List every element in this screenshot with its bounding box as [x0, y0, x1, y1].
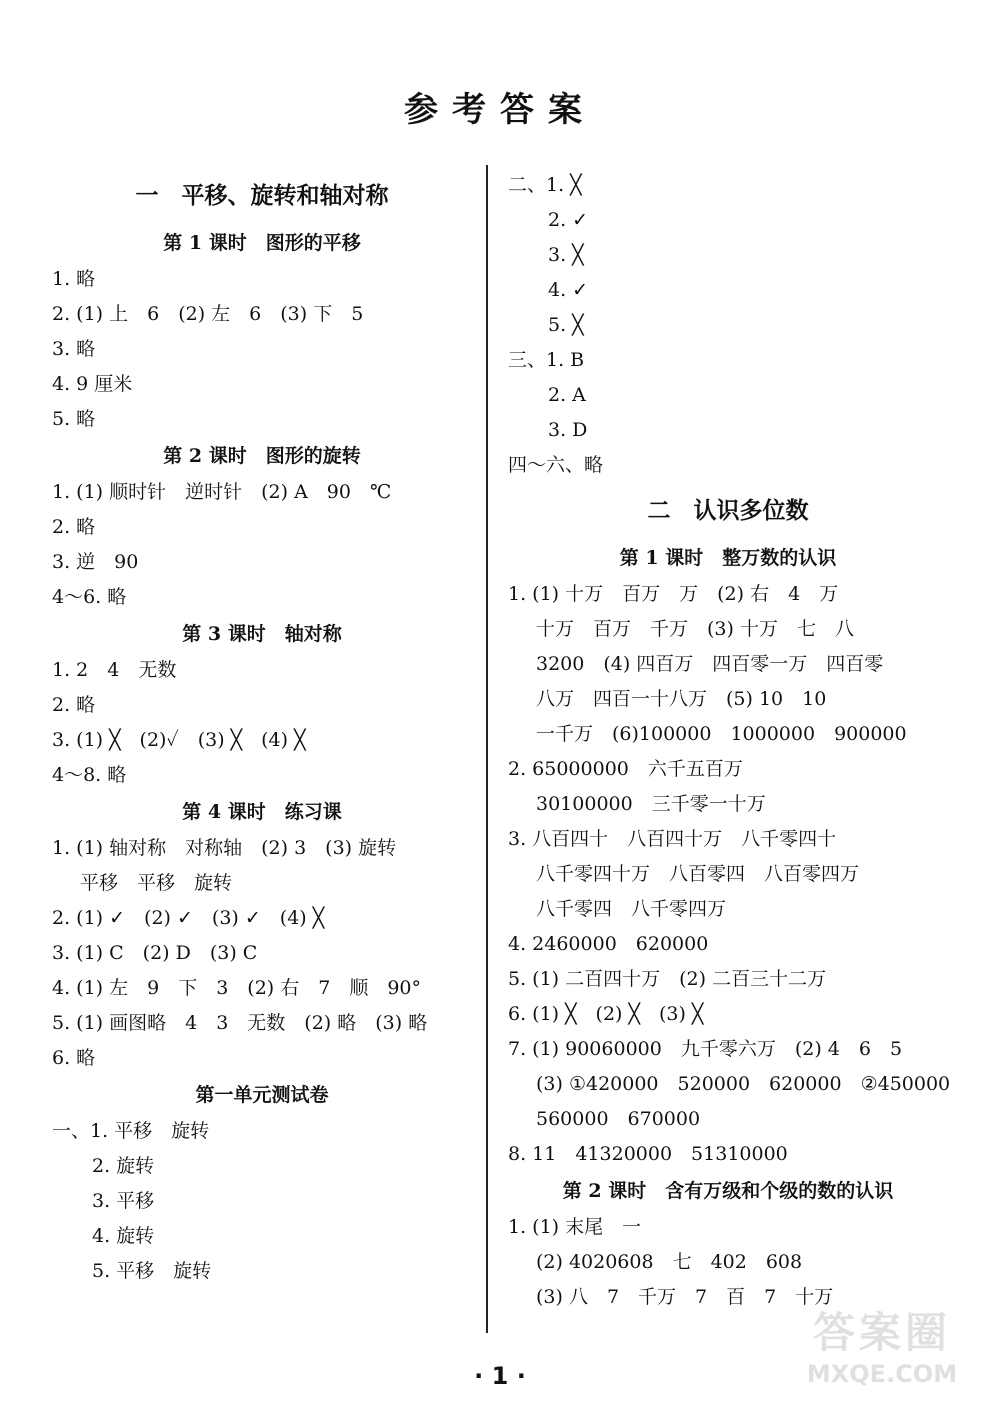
test-heading: 第一单元测试卷 [195, 1084, 329, 1106]
answer-line: 3. 八百四十 八百四十万 八千零四十 [508, 828, 837, 850]
unit-heading-1: 一 平移、旋转和轴对称 [135, 182, 389, 209]
answer-line: 6. 略 [52, 1047, 96, 1069]
answer-line: 十万 百万 千万 (3) 十万 七 八 [536, 618, 854, 640]
answer-line: 1. (1) 顺时针 逆时针 (2) A 90 ℃ [52, 481, 392, 503]
answer-line: 5. 平移 旋转 [92, 1260, 212, 1282]
answer-line: 2. 旋转 [92, 1155, 155, 1177]
answer-line: 4. 9 厘米 [52, 373, 133, 395]
answer-line: 4. ✓ [548, 279, 589, 301]
answer-line: 5. 略 [52, 408, 96, 430]
answer-line: 1. (1) 末尾 一 [508, 1216, 642, 1238]
answer-line: 八千零四 八千零四万 [536, 898, 727, 920]
answer-line: 二、1. ╳ [508, 174, 582, 196]
answer-line: 2. 65000000 六千五百万 [508, 758, 743, 780]
right-column [508, 168, 951, 1315]
answer-line: 560000 670000 [536, 1108, 701, 1130]
lesson-heading-3: 第 3 课时 轴对称 [182, 623, 342, 645]
answer-line: 3200 (4) 四百万 四百零一万 四百零 [536, 653, 884, 675]
answer-line: 30100000 三千零一十万 [536, 793, 766, 815]
unit-heading-2: 二 认识多位数 [647, 497, 809, 524]
answer-line: 2. A [548, 384, 586, 406]
answer-line: 2. 略 [52, 516, 96, 538]
lesson-heading-r1: 第 1 课时 整万数的认识 [619, 547, 837, 569]
answer-line: 一、1. 平移 旋转 [52, 1120, 210, 1142]
answer-line: 3. 略 [52, 338, 96, 360]
answer-line: 2. (1) 上 6 (2) 左 6 (3) 下 5 [52, 303, 364, 325]
watermark-logo [782, 1307, 982, 1399]
page-title: 参考答案 [404, 90, 596, 130]
answer-line: (3) 八 7 千万 7 百 7 十万 [536, 1286, 834, 1308]
answer-line: 三、1. B [508, 349, 585, 371]
answer-line: 四～六、略 [508, 454, 604, 476]
answer-line: 7. (1) 90060000 九千零六万 (2) 4 6 5 [508, 1038, 903, 1060]
answer-line: 3. 逆 90 [52, 551, 139, 573]
left-column [52, 168, 472, 1289]
answer-line: 4. 2460000 620000 [508, 933, 709, 955]
answer-line: 3. (1) ╳ (2)✓ (3) ╳ (4) ╳ [52, 729, 306, 751]
answer-line: 4. 旋转 [92, 1225, 155, 1247]
lesson-heading-1: 第 1 课时 图形的平移 [163, 232, 361, 254]
watermark-top: 答案圈 [812, 1308, 951, 1357]
answer-line: 5. (1) 二百四十万 (2) 二百三十二万 [508, 968, 827, 990]
answer-line: (2) 4020608 七 402 608 [536, 1251, 803, 1273]
answer-line: 1. 2 4 无数 [52, 659, 177, 681]
answer-line: 4. (1) 左 9 下 3 (2) 右 7 顺 90° [52, 977, 422, 999]
lesson-heading-2: 第 2 课时 图形的旋转 [163, 445, 361, 467]
answer-line: 八千零四十万 八百零四 八百零四万 [536, 863, 860, 885]
answer-line: 1. (1) 十万 百万 万 (2) 右 4 万 [508, 583, 839, 605]
lesson-heading-r2: 第 2 课时 含有万级和个级的数的认识 [562, 1180, 894, 1202]
answer-line: 3. (1) C (2) D (3) C [52, 942, 258, 964]
answer-line: 4～8. 略 [52, 764, 127, 786]
answer-line: 1. (1) 轴对称 对称轴 (2) 3 (3) 旋转 [52, 837, 397, 859]
answer-line: 5. ╳ [548, 314, 584, 336]
column-divider [486, 165, 488, 1333]
answer-line: 3. ╳ [548, 244, 584, 266]
answer-line: 2. (1) ✓ (2) ✓ (3) ✓ (4) ╳ [52, 907, 325, 929]
answer-line: (3) ①420000 520000 620000 ②450000 [536, 1073, 951, 1095]
lesson-heading-4: 第 4 课时 练习课 [182, 801, 342, 823]
answer-line: 4～6. 略 [52, 586, 127, 608]
answer-line: 3. 平移 [92, 1190, 155, 1212]
page-number: · 1 · [474, 1362, 526, 1390]
answer-line: 5. (1) 画图略 4 3 无数 (2) 略 (3) 略 [52, 1012, 428, 1034]
answer-line: 6. (1) ╳ (2) ╳ (3) ╳ [508, 1003, 704, 1025]
answer-line: 平移 平移 旋转 [80, 872, 233, 894]
answer-line: 3. D [548, 419, 588, 441]
answer-line: 2. 略 [52, 694, 96, 716]
answer-line: 八万 四百一十八万 (5) 10 10 [536, 688, 827, 710]
answer-line: 2. ✓ [548, 209, 589, 231]
answer-line: 8. 11 41320000 51310000 [508, 1143, 788, 1165]
answer-line: 一千万 (6)100000 1000000 900000 [536, 723, 907, 745]
watermark-bottom: MXQE.COM [806, 1360, 958, 1388]
answer-line: 1. 略 [52, 268, 96, 290]
